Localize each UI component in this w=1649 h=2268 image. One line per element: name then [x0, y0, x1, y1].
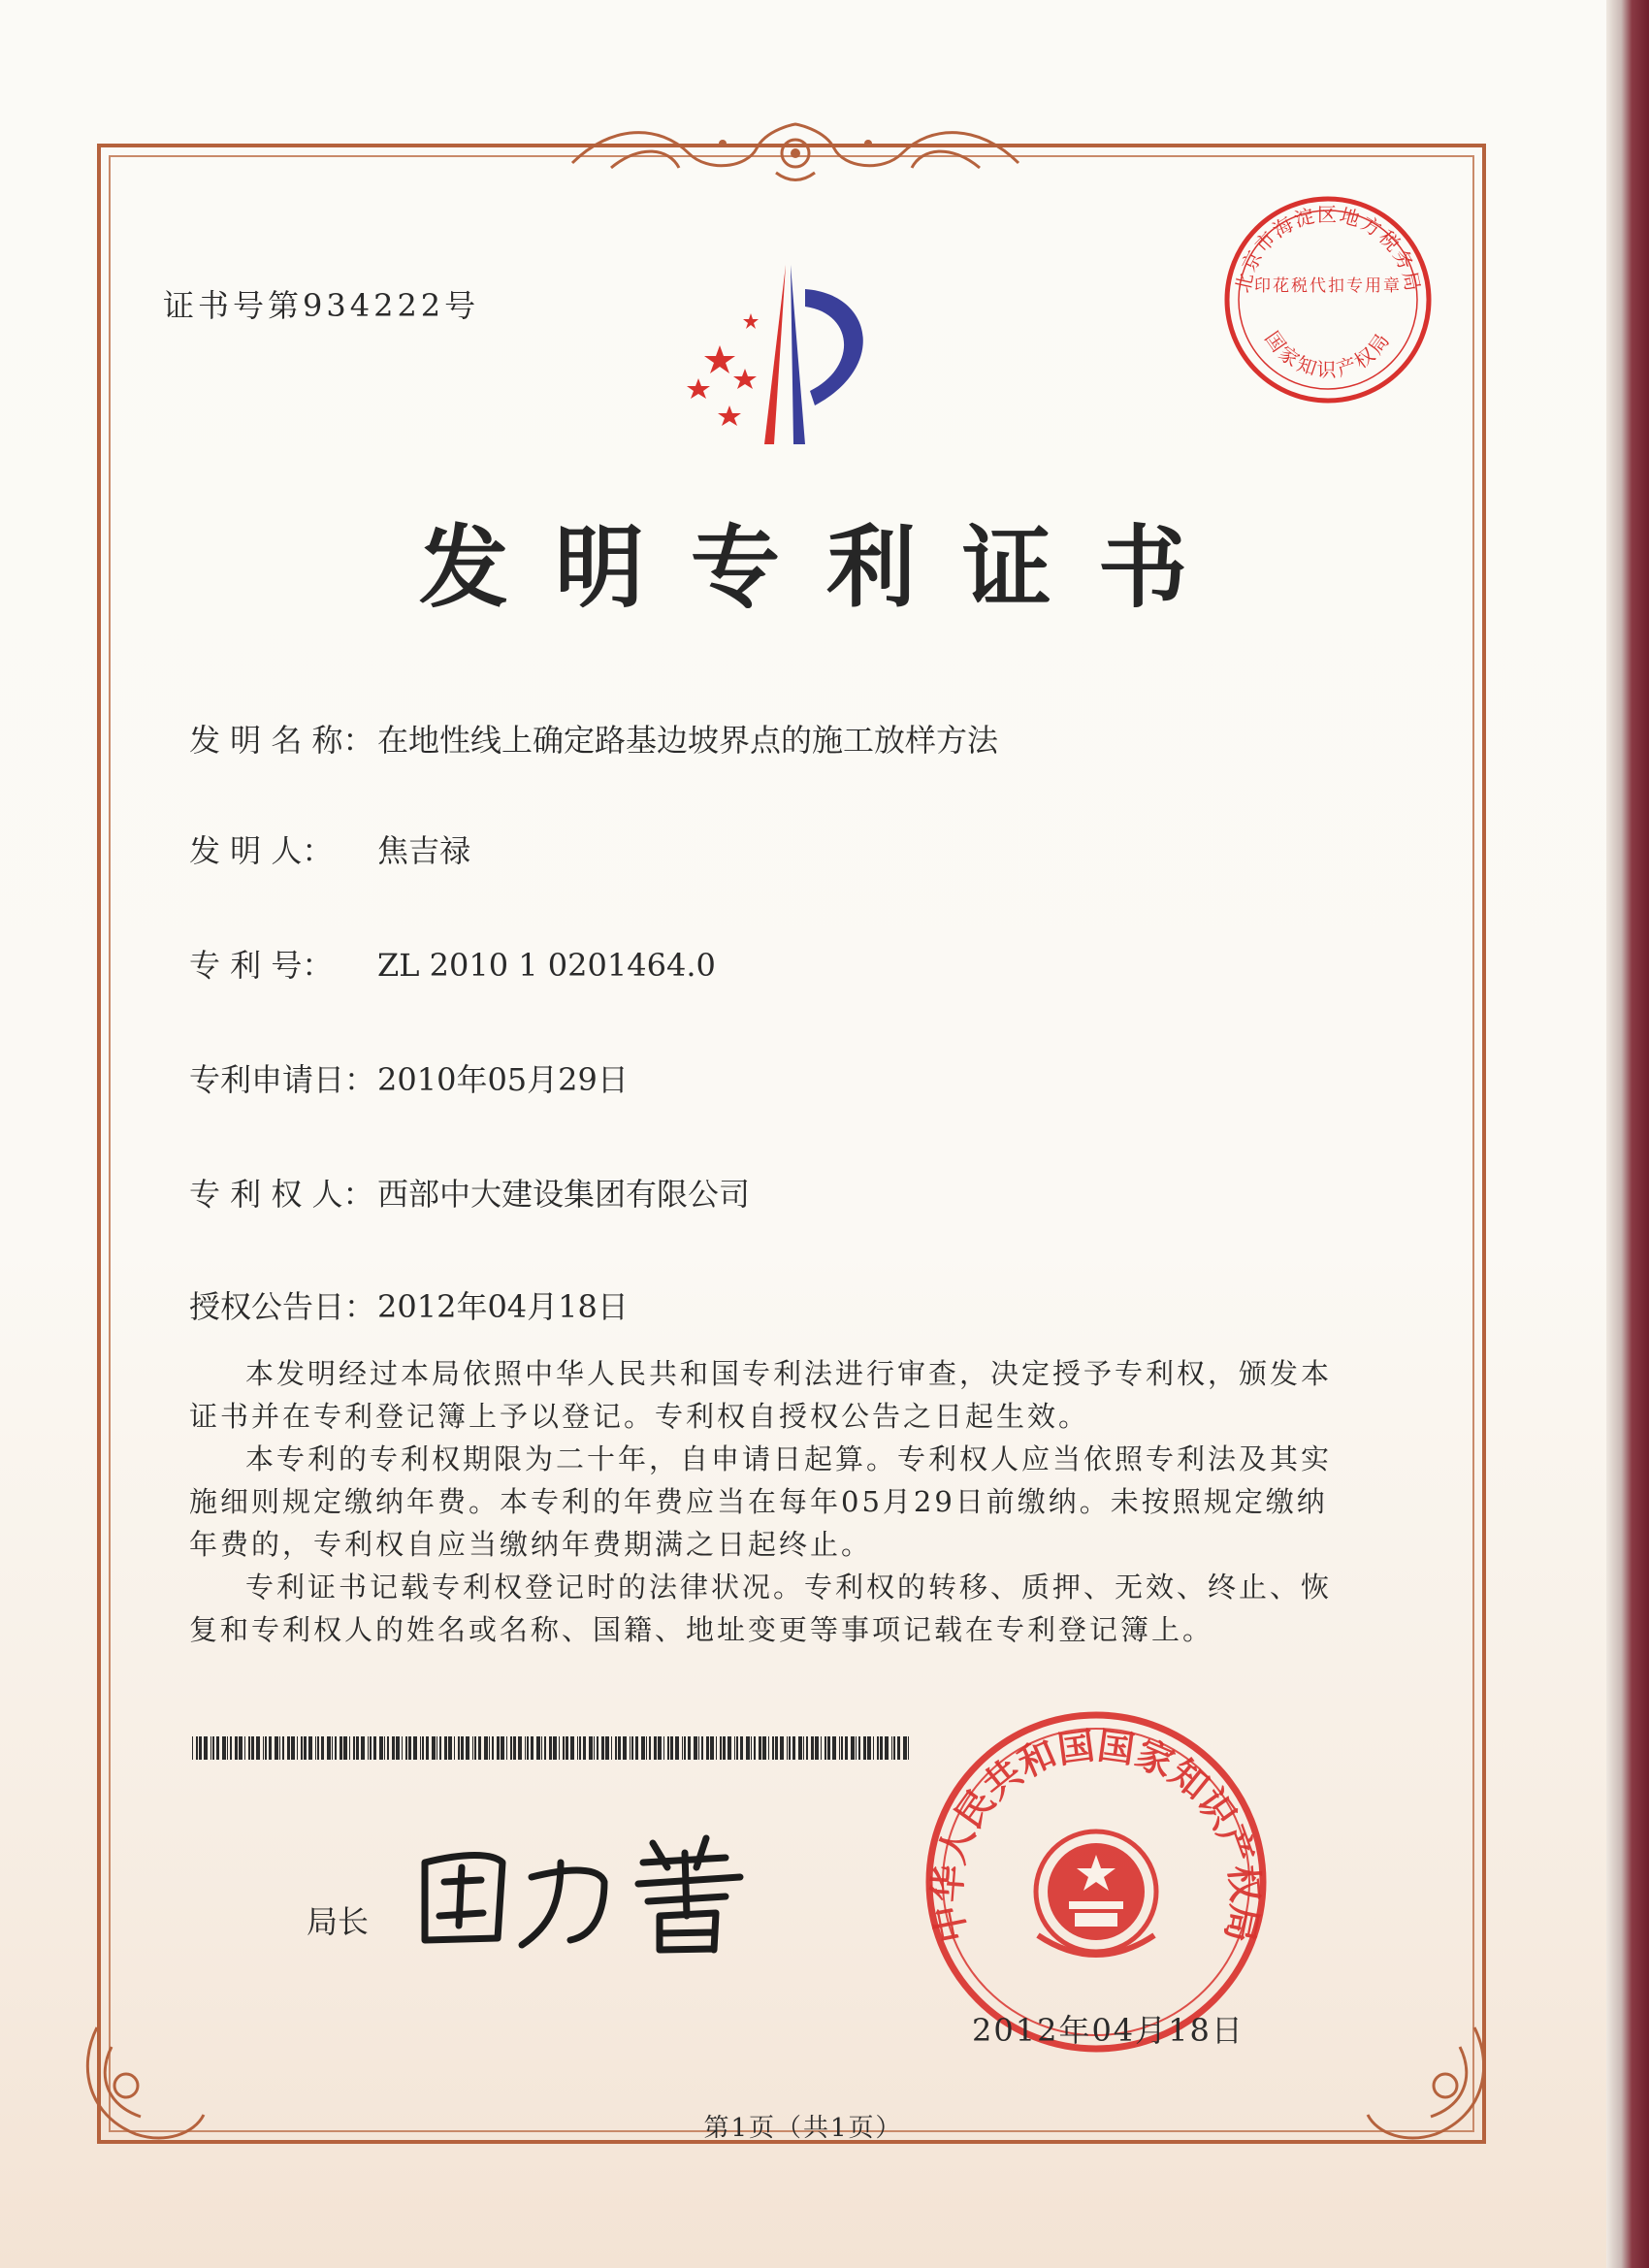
barcode-bar	[210, 1736, 211, 1760]
barcode-bar	[670, 1736, 673, 1760]
barcode-bar	[317, 1736, 319, 1760]
barcode-bar	[908, 1736, 909, 1760]
barcode-bar	[461, 1736, 464, 1760]
barcode-bar	[269, 1736, 272, 1760]
barcode-bar	[432, 1736, 436, 1760]
field-label: 授权公告日：	[189, 1288, 376, 1325]
barcode-bar	[531, 1736, 534, 1760]
barcode-bar	[402, 1736, 403, 1760]
barcode-bar	[379, 1736, 383, 1760]
barcode-bar	[335, 1736, 337, 1760]
field-value: ZL 2010 1 0201464.0	[377, 947, 716, 984]
barcode-bar	[740, 1736, 743, 1760]
barcode-bar	[408, 1736, 411, 1760]
barcode-bar	[891, 1736, 892, 1760]
barcode-bar	[589, 1736, 593, 1760]
barcode-bar	[746, 1736, 750, 1760]
patent-office-seal-icon	[922, 1707, 1271, 2057]
certificate-number: 证书号第934222号	[163, 287, 480, 324]
barcode-bar	[472, 1736, 473, 1760]
barcode-bar	[903, 1736, 907, 1760]
barcode-bar	[649, 1736, 651, 1760]
barcode-bar	[803, 1736, 804, 1760]
field-label: 发 明 人：	[189, 832, 334, 869]
field-application-date	[189, 1055, 629, 1100]
barcode-bar	[566, 1736, 568, 1760]
barcode-bar	[845, 1736, 848, 1760]
barcode-bar	[877, 1736, 879, 1760]
tax-seal-inner-text: 印花税代扣专用章	[1254, 276, 1402, 296]
barcode-bar	[631, 1736, 633, 1760]
barcode-bar	[728, 1736, 731, 1760]
barcode-bar	[841, 1736, 843, 1760]
barcode-bar	[832, 1736, 836, 1760]
barcode-bar	[297, 1736, 298, 1760]
barcode-bar	[321, 1736, 324, 1760]
barcode-bar	[525, 1736, 526, 1760]
barcode-bar	[444, 1736, 447, 1760]
barcode-bar	[405, 1736, 407, 1760]
barcode-bar	[478, 1736, 481, 1760]
barcode-bar	[787, 1736, 788, 1760]
field-label: 专利申请日：	[189, 1061, 376, 1098]
barcode-bar	[353, 1736, 355, 1760]
barcode-bar	[775, 1736, 778, 1760]
director-title: 局长	[307, 1903, 370, 1940]
barcode-bar	[716, 1736, 717, 1760]
barcode-bar	[594, 1736, 595, 1760]
barcode-bar	[356, 1736, 359, 1760]
barcode-bar	[549, 1736, 552, 1760]
barcode-bar	[239, 1736, 242, 1760]
barcode-bar	[570, 1736, 574, 1760]
barcode-bar	[583, 1736, 586, 1760]
barcode-bar	[513, 1736, 516, 1760]
barcode-bar	[263, 1736, 264, 1760]
field-grant-date	[189, 1282, 629, 1327]
barcode-bar	[327, 1736, 331, 1760]
barcode-bar	[436, 1736, 437, 1760]
barcode-bar	[867, 1736, 871, 1760]
barcode-bar	[654, 1736, 657, 1760]
barcode-bar	[248, 1736, 250, 1760]
barcode-bar	[897, 1736, 900, 1760]
barcode-bar	[497, 1736, 500, 1760]
barcode-bar	[792, 1736, 795, 1760]
barcode-bar	[370, 1736, 372, 1760]
field-value: 在地性线上确定路基边坡界点的施工放样方法	[377, 722, 999, 759]
barcode-bar	[553, 1736, 557, 1760]
barcode-bar	[474, 1736, 476, 1760]
barcode-bar	[196, 1736, 198, 1760]
barcode-bar	[518, 1736, 522, 1760]
barcode-bar	[579, 1736, 581, 1760]
barcode-bar	[361, 1736, 365, 1760]
field-invention-name	[189, 716, 998, 761]
barcode-bar	[343, 1736, 347, 1760]
field-inventor	[189, 826, 470, 871]
field-label: 专 利 号：	[189, 947, 334, 984]
barcode-bar	[510, 1736, 512, 1760]
barcode-bar	[251, 1736, 254, 1760]
director-signature-icon	[405, 1824, 764, 1960]
barcode-bar	[759, 1736, 761, 1760]
page-indicator: 第1页（共1页）	[703, 2114, 903, 2143]
barcode-bar	[413, 1736, 417, 1760]
barcode-bar	[675, 1736, 679, 1760]
barcode-bar	[658, 1736, 662, 1760]
barcode-bar	[873, 1736, 874, 1760]
field-value: 西部中大建设集团有限公司	[377, 1176, 751, 1213]
barcode-bar	[815, 1736, 819, 1760]
barcode-bar	[772, 1736, 774, 1760]
barcode-bar	[230, 1736, 232, 1760]
barcode-bar	[282, 1736, 284, 1760]
barcode-bar	[287, 1736, 290, 1760]
barcode-bar	[720, 1736, 722, 1760]
barcode-bar	[304, 1736, 307, 1760]
barcode-bar	[688, 1736, 691, 1760]
body-paragraph: 专利证书记载专利权登记时的法律状况。专利权的转移、质押、无效、终止、恢复和专利权人的姓名或名称、国籍、地址变更等事项记载在专利登记簿上。	[189, 1571, 1333, 1646]
barcode-bar	[789, 1736, 791, 1760]
barcode-bar	[199, 1736, 202, 1760]
barcode-bar	[723, 1736, 726, 1760]
barcode-bar	[422, 1736, 424, 1760]
barcode-bar	[880, 1736, 883, 1760]
barcode-bar	[466, 1736, 469, 1760]
barcode-bar	[527, 1736, 529, 1760]
barcode-bar	[420, 1736, 421, 1760]
barcode-bar	[563, 1736, 565, 1760]
barcode-bar	[851, 1736, 855, 1760]
barcode-bar	[227, 1736, 228, 1760]
barcode-bar	[489, 1736, 490, 1760]
barcode-bar	[559, 1736, 560, 1760]
issue-date: 2012年04月18日	[972, 2012, 1245, 2049]
barcode-bar	[682, 1736, 683, 1760]
barcode-bar	[315, 1736, 316, 1760]
barcode-bar	[811, 1736, 814, 1760]
top-ornament-icon	[553, 114, 1038, 192]
field-label: 发 明 名 称：	[189, 722, 374, 759]
barcode-bar	[192, 1736, 193, 1760]
barcode-bar	[506, 1736, 507, 1760]
barcode-bar	[387, 1736, 389, 1760]
barcode-bar	[839, 1736, 840, 1760]
barcode-bar	[710, 1736, 714, 1760]
barcode-bar	[736, 1736, 738, 1760]
barcode-bar	[597, 1736, 598, 1760]
barcode-bar	[618, 1736, 621, 1760]
patent-office-emblem-icon	[669, 260, 912, 454]
barcode-bar	[291, 1736, 295, 1760]
barcode-bar	[216, 1736, 219, 1760]
barcode-bar	[501, 1736, 504, 1760]
barcode-bar	[332, 1736, 333, 1760]
barcode-bar	[256, 1736, 260, 1760]
tax-seal-outer-text: 北京市海淀区地方税务局	[1230, 203, 1426, 295]
binder-edge	[1606, 0, 1649, 2268]
barcode-bar	[349, 1736, 350, 1760]
barcode-bar	[856, 1736, 857, 1760]
barcode-bar	[368, 1736, 369, 1760]
barcode-bar	[641, 1736, 645, 1760]
barcode-bar	[821, 1736, 822, 1760]
field-patentee	[189, 1170, 750, 1215]
field-label: 专 利 权 人：	[189, 1176, 374, 1213]
barcode-icon	[192, 1736, 910, 1760]
barcode-bar	[762, 1736, 766, 1760]
certificate-body	[189, 1352, 1353, 1651]
barcode-bar	[684, 1736, 686, 1760]
barcode-bar	[204, 1736, 208, 1760]
barcode-bar	[235, 1736, 238, 1760]
barcode-bar	[885, 1736, 889, 1760]
barcode-bar	[439, 1736, 441, 1760]
barcode-bar	[340, 1736, 342, 1760]
body-paragraph: 本发明经过本局依照中华人民共和国专利法进行审查，决定授予专利权，颁发本证书并在专利登记簿上予以登记。专利权自授权公告之日起生效。	[189, 1357, 1333, 1433]
barcode-bar	[484, 1736, 488, 1760]
barcode-bar	[426, 1736, 429, 1760]
barcode-bar	[265, 1736, 267, 1760]
barcode-bar	[396, 1736, 400, 1760]
barcode-bar	[605, 1736, 609, 1760]
barcode-bar	[863, 1736, 866, 1760]
barcode-bar	[544, 1736, 546, 1760]
seal-text: 中华人民共和国国家知识产权局	[925, 1724, 1267, 1946]
barcode-bar	[244, 1736, 245, 1760]
barcode-bar	[754, 1736, 756, 1760]
barcode-bar	[615, 1736, 617, 1760]
barcode-bar	[824, 1736, 826, 1760]
barcode-bar	[448, 1736, 452, 1760]
barcode-bar	[458, 1736, 460, 1760]
barcode-bar	[667, 1736, 669, 1760]
barcode-bar	[827, 1736, 830, 1760]
barcode-bar	[893, 1736, 895, 1760]
barcode-bar	[806, 1736, 808, 1760]
barcode-bar	[858, 1736, 860, 1760]
barcode-bar	[541, 1736, 542, 1760]
barcode-bar	[663, 1736, 664, 1760]
barcode-bar	[392, 1736, 395, 1760]
barcode-bar	[706, 1736, 709, 1760]
barcode-bar	[694, 1736, 697, 1760]
barcode-bar	[601, 1736, 604, 1760]
field-patent-number	[189, 941, 716, 986]
barcode-bar	[701, 1736, 703, 1760]
barcode-bar	[536, 1736, 540, 1760]
barcode-bar	[611, 1736, 612, 1760]
barcode-bar	[492, 1736, 494, 1760]
barcode-bar	[308, 1736, 312, 1760]
barcode-bar	[212, 1736, 214, 1760]
field-value: 2012年04月18日	[377, 1288, 629, 1325]
barcode-bar	[798, 1736, 802, 1760]
body-paragraph: 本专利的专利权期限为二十年，自申请日起算。专利权人应当依照专利法及其实施细则规定缴纳年费。本专利的年费应当在每年05月29日前缴纳。未按照规定缴纳年费的，专利权自应当缴纳年费期满之日起终止。	[189, 1442, 1333, 1561]
barcode-bar	[623, 1736, 627, 1760]
barcode-bar	[751, 1736, 752, 1760]
barcode-bar	[698, 1736, 699, 1760]
barcode-bar	[780, 1736, 784, 1760]
barcode-bar	[373, 1736, 376, 1760]
barcode-bar	[279, 1736, 280, 1760]
barcode-bar	[275, 1736, 278, 1760]
barcode-bar	[577, 1736, 578, 1760]
barcode-bar	[635, 1736, 638, 1760]
barcode-bar	[646, 1736, 647, 1760]
barcode-bar	[734, 1736, 735, 1760]
barcode-bar	[768, 1736, 769, 1760]
stamp-tax-seal-icon	[1220, 192, 1436, 407]
barcode-bar	[384, 1736, 385, 1760]
barcode-bar	[222, 1736, 226, 1760]
barcode-bar	[301, 1736, 303, 1760]
svg-text:国家知识产权局	[1260, 327, 1395, 381]
field-value: 2010年05月29日	[377, 1061, 629, 1098]
tax-seal-bottom-text: 国家知识产权局	[1260, 327, 1396, 382]
barcode-bar	[454, 1736, 455, 1760]
field-value: 焦吉禄	[377, 832, 471, 869]
certificate-title: 发明专利证书	[418, 516, 1234, 620]
